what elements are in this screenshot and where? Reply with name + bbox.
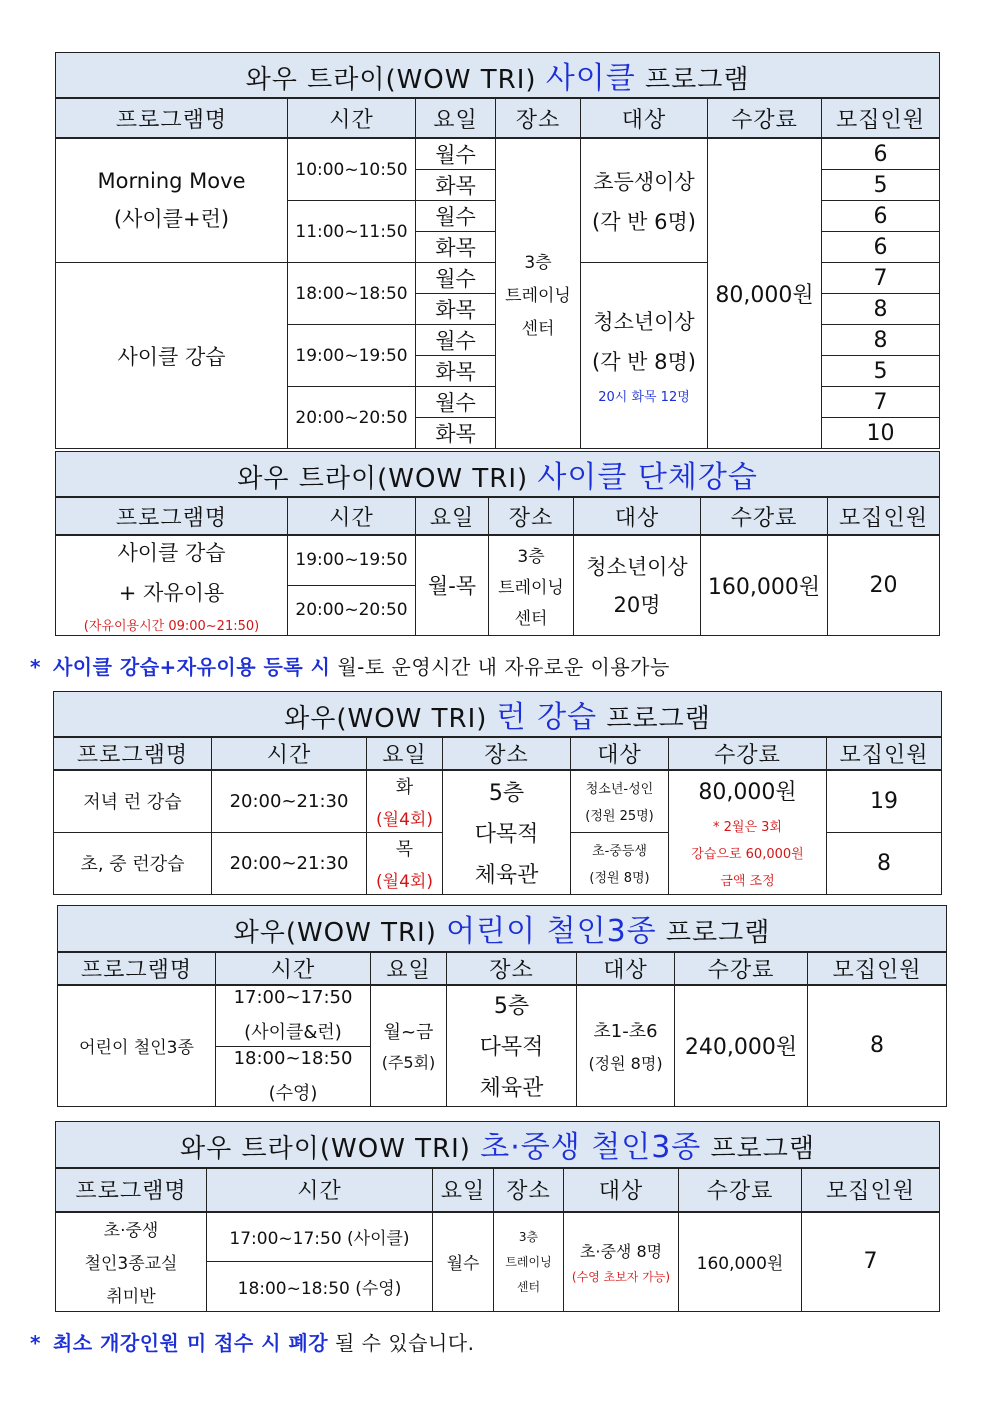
free-use-notice: [30, 651, 670, 680]
day-note: (월4회): [376, 871, 433, 892]
capacity-cell: 6: [822, 232, 940, 263]
target-line: 초·중생 8명: [579, 1241, 663, 1261]
title-highlight: 초·중생 철인3종: [480, 1130, 702, 1166]
time-cell: 10:00~10:50: [288, 138, 416, 201]
header-target: 대상: [581, 98, 708, 138]
day-cell: 화목: [416, 356, 496, 387]
place-line: 3층: [518, 1230, 539, 1245]
header-time: 시간: [288, 98, 416, 138]
notice-star: *: [30, 655, 41, 679]
time-cell: 20:00~21:30: [212, 832, 367, 894]
target-line: 청소년이상: [593, 310, 695, 334]
target-cell: [564, 1212, 679, 1312]
capacity-cell: 7: [802, 1212, 940, 1312]
table-header-row: [58, 952, 947, 985]
time-cell: 20:00~20:50: [288, 585, 416, 635]
day-cell: 화목: [416, 170, 496, 201]
place-cell: [489, 535, 574, 635]
day-cell: [371, 985, 447, 1107]
cycle-group-title: [56, 452, 940, 498]
target-cell: [571, 770, 669, 832]
header-program-name: 프로그램명: [56, 497, 288, 535]
day-line: 목: [395, 838, 414, 860]
header-fee: 수강료: [701, 497, 828, 535]
place-cell: [494, 1212, 564, 1312]
capacity-cell: 6: [822, 138, 940, 170]
table-row: [56, 535, 940, 585]
header-time: 시간: [212, 737, 367, 770]
target-line: 청소년-성인: [585, 782, 654, 798]
header-program-name: 프로그램명: [58, 952, 216, 985]
header-place: 장소: [447, 952, 577, 985]
fee-note: * 2월은 3회: [713, 820, 782, 836]
capacity-cell: 8: [822, 325, 940, 356]
fee-note: 금액 조정: [720, 874, 775, 890]
header-capacity: 모집인원: [828, 497, 940, 535]
fee-cell: 160,000원: [701, 535, 828, 635]
title-highlight: 어린이 철인3종: [446, 914, 657, 950]
target-cell: [581, 138, 708, 263]
header-day: 요일: [433, 1168, 494, 1212]
header-capacity: 모집인원: [802, 1168, 940, 1212]
capacity-cell: 7: [822, 263, 940, 294]
capacity-cell: 5: [822, 356, 940, 387]
fee-value: 80,000원: [698, 780, 797, 806]
title-prefix: 와우 트라이(WOW TRI): [180, 1134, 471, 1165]
capacity-cell: 6: [822, 201, 940, 232]
day-note: (월4회): [376, 809, 433, 830]
place-line: 체육관: [479, 1076, 544, 1102]
notice-text: 될 수 있습니다.: [334, 1331, 475, 1355]
place-line: 5층: [493, 994, 530, 1020]
run-program-title: [54, 692, 942, 738]
place-line: 3층: [524, 253, 552, 273]
day-cell: 월-목: [416, 535, 489, 635]
day-cell: 월수: [433, 1212, 494, 1312]
place-line: 5층: [488, 780, 525, 806]
header-fee: 수강료: [669, 737, 827, 770]
target-note: 20시 화목 12명: [598, 390, 690, 405]
place-line: 센터: [516, 1280, 541, 1295]
day-cell: 월수: [416, 138, 496, 170]
place-cell: [496, 138, 581, 449]
time-cell: 18:00~18:50 (수영): [207, 1262, 433, 1312]
program-name-line: 철인3종교실: [84, 1254, 178, 1275]
title-prefix: 와우 트라이(WOW TRI): [237, 464, 529, 494]
capacity-cell: 20: [828, 535, 940, 635]
day-line: 화: [395, 776, 414, 798]
free-use-note: (자유이용시간 09:00~21:50): [83, 618, 260, 634]
program-name-cell: [56, 535, 288, 635]
place-line: 다목적: [474, 821, 539, 847]
time-note: (사이클&런): [244, 1022, 342, 1044]
place-line: 트레이닝: [505, 1255, 552, 1270]
place-cell: [447, 985, 577, 1107]
fee-cell: 80,000원: [708, 138, 822, 449]
table-header-row: [56, 98, 940, 138]
closure-notice: [30, 1327, 474, 1356]
day-line: 월~금: [383, 1022, 434, 1044]
program-name-line: + 자유이용: [118, 580, 225, 605]
header-capacity: 모집인원: [808, 952, 947, 985]
fee-cell: 160,000원: [679, 1212, 802, 1312]
day-cell: 월수: [416, 263, 496, 294]
table-header-row: [54, 737, 942, 770]
program-name-morning-move: [56, 138, 288, 263]
cycle-program-table: [55, 52, 940, 449]
run-program-table: [53, 691, 942, 895]
capacity-cell: 10: [822, 418, 940, 449]
header-target: 대상: [574, 497, 701, 535]
program-name-cycle: 사이클 강습: [56, 263, 288, 449]
time-cell: 20:00~21:30: [212, 770, 367, 832]
day-cell: 월수: [416, 201, 496, 232]
header-place: 장소: [443, 737, 571, 770]
title-suffix: 프로그램: [645, 65, 750, 95]
header-day: 요일: [416, 98, 496, 138]
header-program-name: 프로그램명: [54, 737, 212, 770]
notice-text: 월-토 운영시간 내 자유로운 이용가능: [337, 655, 670, 679]
day-cell: [367, 770, 443, 832]
target-cell: [577, 985, 675, 1107]
time-note: (수영): [268, 1083, 318, 1104]
table-row: [56, 138, 940, 170]
target-note: (수영 초보자 가능): [571, 1269, 671, 1284]
title-highlight: 사이클: [545, 61, 636, 96]
program-name-line: 취미반: [106, 1287, 156, 1308]
day-cell: [367, 832, 443, 894]
title-prefix: 와우(WOW TRI): [284, 704, 488, 734]
time-cell: 11:00~11:50: [288, 201, 416, 263]
time-cell: [216, 985, 371, 1047]
title-prefix: 와우 트라이(WOW TRI): [245, 65, 537, 95]
header-time: 시간: [207, 1168, 433, 1212]
place-cell: [443, 770, 571, 894]
target-line: (각 반 6명): [592, 209, 696, 234]
day-cell: 월수: [416, 387, 496, 418]
capacity-cell: 7: [822, 387, 940, 418]
cycle-program-title: [56, 53, 940, 99]
title-suffix: 프로그램: [606, 704, 711, 734]
time-cell: 18:00~18:50: [288, 263, 416, 325]
header-capacity: 모집인원: [827, 737, 942, 770]
time-cell: 19:00~19:50: [288, 535, 416, 585]
header-day: 요일: [367, 737, 443, 770]
time-cell: 19:00~19:50: [288, 325, 416, 387]
day-cell: 화목: [416, 294, 496, 325]
target-line: 초-중등생: [592, 844, 647, 859]
target-cell: [571, 832, 669, 894]
program-name-line: (사이클+런): [113, 206, 230, 231]
header-program-name: 프로그램명: [56, 98, 288, 138]
target-line: 청소년이상: [586, 555, 688, 580]
kids-triathlon-title: [58, 906, 947, 952]
place-line: 센터: [521, 319, 555, 339]
header-fee: 수강료: [675, 952, 808, 985]
fee-cell: 240,000원: [675, 985, 808, 1107]
table-header-row: [56, 1168, 940, 1212]
program-name-cell: 초, 중 런강습: [54, 832, 212, 894]
student-triathlon-title: [56, 1122, 940, 1168]
header-time: 시간: [288, 497, 416, 535]
table-row: [56, 1212, 940, 1262]
place-line: 3층: [517, 546, 545, 567]
table-row: [58, 985, 947, 1047]
header-day: 요일: [371, 952, 447, 985]
day-note: (주5회): [381, 1053, 436, 1073]
header-program-name: 프로그램명: [56, 1168, 207, 1212]
kids-triathlon-table: [57, 905, 947, 1107]
target-line: 초등생이상: [593, 169, 695, 194]
header-fee: 수강료: [708, 98, 822, 138]
target-note: (정원 8명): [589, 871, 650, 886]
cycle-group-table: [55, 451, 940, 636]
place-line: 체육관: [474, 862, 539, 888]
capacity-cell: 8: [827, 832, 942, 894]
title-highlight: 사이클 단체강습: [537, 460, 758, 495]
header-target: 대상: [577, 952, 675, 985]
program-name-line: Morning Move: [97, 168, 246, 193]
header-fee: 수강료: [679, 1168, 802, 1212]
capacity-cell: 19: [827, 770, 942, 832]
header-place: 장소: [494, 1168, 564, 1212]
target-line: (각 반 8명): [592, 350, 696, 374]
capacity-cell: 8: [808, 985, 947, 1107]
target-cell: [581, 263, 708, 449]
day-cell: 월수: [416, 325, 496, 356]
target-line: (정원 8명): [588, 1054, 663, 1074]
notice-highlight: 최소 개강인원 미 접수 시 폐강: [52, 1331, 329, 1355]
header-day: 요일: [416, 497, 489, 535]
program-name-cell: 저녁 런 강습: [54, 770, 212, 832]
fee-note: 강습으로 60,000원: [691, 847, 804, 863]
notice-star: *: [30, 1331, 41, 1355]
student-triathlon-table: [55, 1121, 940, 1312]
place-line: 센터: [514, 608, 548, 629]
program-name-line: 초·중생: [103, 1221, 159, 1242]
header-time: 시간: [216, 952, 371, 985]
time-cell: 17:00~17:50 (사이클): [207, 1212, 433, 1262]
notice-highlight: 사이클 강습+자유이용 등록 시: [52, 655, 331, 679]
title-prefix: 와우(WOW TRI): [233, 918, 437, 949]
title-suffix: 프로그램: [665, 918, 771, 949]
table-header-row: [56, 497, 940, 535]
program-name-cell: [56, 1212, 207, 1312]
day-cell: 화목: [416, 418, 496, 449]
place-line: 트레이닝: [505, 286, 571, 306]
place-line: 트레이닝: [498, 577, 564, 598]
time-line: 17:00~17:50: [233, 987, 353, 1009]
header-capacity: 모집인원: [822, 98, 940, 138]
target-line: 초1-초6: [593, 1021, 658, 1043]
header-target: 대상: [571, 737, 669, 770]
capacity-cell: 5: [822, 170, 940, 201]
header-place: 장소: [489, 497, 574, 535]
time-line: 18:00~18:50: [233, 1048, 353, 1069]
time-cell: 20:00~20:50: [288, 387, 416, 449]
place-line: 다목적: [479, 1035, 544, 1061]
title-suffix: 프로그램: [710, 1134, 815, 1165]
target-note: (정원 25명): [585, 809, 654, 825]
fee-cell: [669, 770, 827, 894]
title-highlight: 런 강습: [496, 700, 598, 735]
program-name-line: 사이클 강습: [117, 540, 226, 565]
program-name-cell: 어린이 철인3종: [58, 985, 216, 1107]
header-place: 장소: [496, 98, 581, 138]
header-target: 대상: [564, 1168, 679, 1212]
time-cell: [216, 1047, 371, 1107]
capacity-cell: 8: [822, 294, 940, 325]
target-cell: [574, 535, 701, 635]
target-line: 20명: [613, 593, 661, 618]
day-cell: 화목: [416, 232, 496, 263]
table-row: [54, 770, 942, 832]
